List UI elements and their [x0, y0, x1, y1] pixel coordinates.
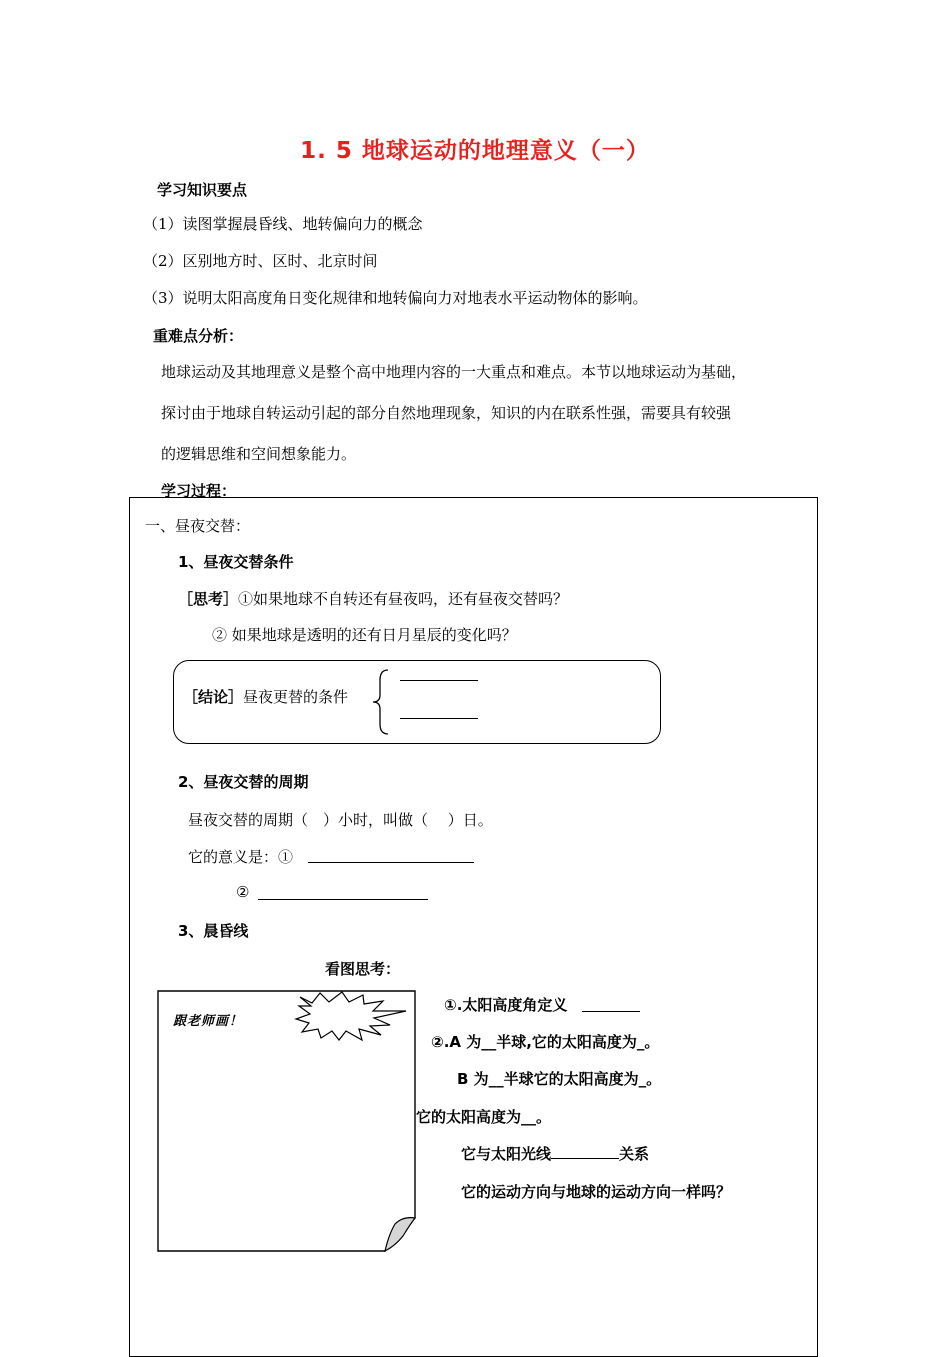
meaning-blank-1[interactable] [308, 862, 474, 863]
analysis-heading: 重难点分析： [153, 327, 244, 345]
period-line: 昼夜交替的周期（ ）小时，叫做（ ）日。 [188, 811, 493, 829]
meaning-blank-2[interactable] [258, 899, 428, 900]
page-title: 1. 5 地球运动的地理意义（一） [300, 138, 650, 164]
note-text: 跟老师画！ [173, 1014, 244, 1029]
question-6: 它的运动方向与地球的运动方向一样吗？ [461, 1183, 732, 1201]
analysis-line: 地球运动及其地理意义是整个高中地理内容的一大重点和难点。本节以地球运动为基础， [161, 363, 747, 381]
sub2-heading: 2、昼夜交替的周期 [178, 773, 309, 791]
question-3: B 为__半球它的太阳高度为_。 [457, 1070, 662, 1088]
think-question-1 [178, 588, 568, 609]
conclusion-text: 昼夜更替的条件 [243, 688, 349, 706]
section-day-night: 一、昼夜交替： [145, 517, 251, 535]
think-tag: ［思考］ [178, 590, 239, 608]
conclusion-blank[interactable] [400, 718, 478, 719]
process-heading: 学习过程： [161, 482, 237, 500]
question-2: ②.A 为__半球,它的太阳高度为_。 [431, 1033, 660, 1051]
objective-item: （1）读图掌握晨昏线、地转偏向力的概念 [143, 215, 423, 233]
question-5-text-a: 它与太阳光线 [461, 1145, 552, 1163]
objective-item: （2）区别地方时、区时、北京时间 [143, 252, 378, 270]
question-4: 它的太阳高度为__。 [416, 1108, 552, 1126]
brace-icon [370, 668, 394, 736]
question-5 [461, 1143, 649, 1164]
conclusion-blank[interactable] [400, 680, 478, 681]
drawing-note-card [157, 990, 417, 1252]
conclusion-line [183, 686, 348, 707]
look-think-label: 看图思考： [325, 960, 401, 978]
objective-item: （3）说明太阳高度角日变化规律和地转偏向力对地表水平运动物体的影响。 [143, 289, 648, 307]
question-5-text-b: 关系 [619, 1145, 650, 1163]
question-1-text: ①.太阳高度角定义 [444, 996, 568, 1014]
meaning-line-2: ② [236, 883, 250, 901]
question-1 [444, 994, 567, 1015]
definition-blank[interactable] [582, 1011, 640, 1012]
conclusion-tag: ［结论］ [183, 688, 244, 706]
relation-blank[interactable] [551, 1144, 619, 1159]
sub1-heading: 1、昼夜交替条件 [178, 553, 294, 571]
objectives-heading: 学习知识要点 [157, 181, 248, 199]
analysis-line: 的逻辑思维和空间想象能力。 [161, 445, 357, 463]
meaning-line-1: 它的意义是：① [188, 848, 294, 866]
analysis-line: 探讨由于地球自转运动引起的部分自然地理现象，知识的内在联系性强，需要具有较强 [161, 404, 732, 422]
sub3-heading: 3、晨昏线 [178, 922, 249, 940]
think-q1-text: ①如果地球不自转还有昼夜吗，还有昼夜交替吗？ [238, 590, 569, 608]
think-question-2: ② 如果地球是透明的还有日月星辰的变化吗？ [212, 626, 517, 644]
